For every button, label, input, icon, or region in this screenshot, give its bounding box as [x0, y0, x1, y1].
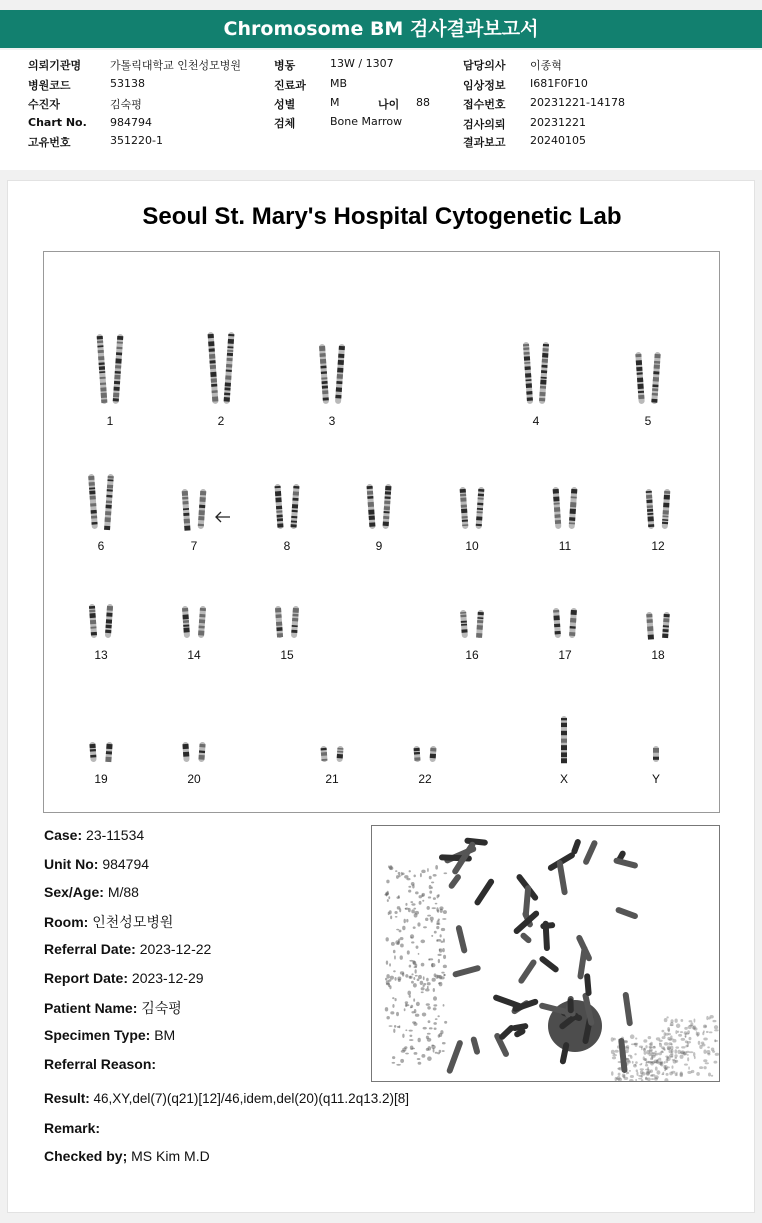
- chromosome-label: 14: [187, 648, 201, 662]
- metaphase-photo: [371, 825, 720, 1082]
- karyogram-panel: [43, 251, 720, 813]
- chromosome: [460, 487, 469, 529]
- metaphase-chromosome: [556, 860, 568, 896]
- chromosome: [182, 606, 190, 638]
- metaphase-chromosome: [567, 998, 573, 1013]
- institution-label: 의뢰기관명: [28, 59, 82, 72]
- sex-value: M: [330, 96, 340, 109]
- report-header-title: Chromosome BM 검사결과보고서: [0, 10, 762, 48]
- result-value: 46,XY,del(7)(q21)[12]/46,idem,del(20)(q11.2q13.2)[8]: [93, 1091, 409, 1106]
- report-date-field: Report Date: 2023-12-29: [44, 970, 204, 986]
- unit-value: 984794: [102, 856, 150, 872]
- chromosome: [104, 474, 114, 530]
- referral-date-field: Referral Date: 2023-12-22: [44, 941, 212, 957]
- chromosome: [89, 604, 97, 638]
- specimen-value: Bone Marrow: [330, 115, 403, 128]
- room-field: Room: 인천성모병원: [44, 914, 174, 930]
- chromosome: [539, 342, 549, 404]
- referral-reason-field: Referral Reason:: [44, 1056, 157, 1072]
- unique-label: 고유번호: [28, 136, 71, 149]
- chromosome: [291, 606, 299, 638]
- institution-value: 가톨릭대학교 인천성모병원: [110, 59, 242, 72]
- specimen-type-field: Specimen Type: BM: [44, 1027, 176, 1043]
- chromosome: [561, 716, 567, 763]
- patient-label: 수진자: [28, 98, 60, 111]
- unique-value: 351220-1: [110, 134, 163, 147]
- chromosome: [198, 742, 205, 762]
- chromosome: [553, 608, 561, 638]
- dept-label: 진료과: [274, 79, 306, 92]
- metaphase-chromosome: [615, 906, 639, 920]
- chromosome: [651, 352, 661, 404]
- chromosome-label: 10: [465, 539, 479, 553]
- ward-value: 13W / 1307: [330, 57, 394, 70]
- karyogram-image: [44, 252, 719, 812]
- chromosome: [413, 746, 420, 762]
- chromosome: [88, 474, 98, 529]
- metaphase-chromosome: [447, 873, 462, 890]
- patient-value: 김숙평: [110, 98, 142, 111]
- chromosome: [646, 612, 654, 640]
- chromosome: [105, 604, 113, 638]
- chromosome: [429, 746, 436, 762]
- chromosome-label: 20: [187, 772, 201, 786]
- clinical-label: 임상정보: [463, 79, 506, 92]
- chromosome: [662, 612, 670, 638]
- cytogenetic-report: [7, 180, 755, 1213]
- patient-info-panel: [0, 50, 762, 170]
- specimen-label: 검체: [274, 117, 296, 130]
- metaphase-chromosome: [584, 973, 592, 996]
- patient-name-field: Patient Name: 김숙평: [44, 1000, 182, 1016]
- chromosome: [553, 487, 562, 529]
- checked-value: MS Kim M.D: [131, 1148, 210, 1164]
- metaphase-chromosome: [464, 837, 488, 845]
- request-value: 20231221: [530, 116, 586, 129]
- chromosome: [274, 484, 283, 529]
- unit-field: Unit No: 984794: [44, 856, 150, 872]
- request-label: 검사의뢰: [463, 118, 506, 131]
- chromosome: [113, 334, 124, 404]
- chromosome: [335, 344, 345, 404]
- chromosome: [336, 746, 343, 762]
- chromosome: [523, 342, 533, 404]
- chromosome-label: 2: [217, 414, 225, 428]
- metaphase-chromosome: [613, 857, 639, 869]
- chromosome-label: 16: [465, 648, 479, 662]
- report-value: 20240105: [530, 134, 586, 147]
- chromosome: [662, 489, 671, 529]
- metaphase-chromosome: [538, 955, 560, 974]
- chromosome: [569, 487, 578, 529]
- chromosome-label: 5: [644, 414, 652, 428]
- chromosome-label: 22: [418, 772, 432, 786]
- dept-value: MB: [330, 77, 348, 90]
- metaphase-chromosome: [582, 839, 598, 865]
- result-field: Result: 46,XY,del(7)(q21)[12]/46,idem,del(20)(q11.2q13.2)[8]: [44, 1091, 409, 1106]
- chromosome-label: Y: [651, 772, 660, 786]
- chromosome-label: 11: [558, 539, 572, 553]
- room-value: 인천성모병원: [92, 914, 174, 930]
- chromosome: [182, 742, 189, 762]
- receipt-label: 접수번호: [463, 98, 506, 111]
- metaphase-chromosome: [473, 878, 495, 907]
- chromosome: [275, 606, 283, 638]
- chromosome: [223, 332, 234, 404]
- lab-title: Seoul St. Mary's Hospital Cytogenetic Lab: [142, 203, 622, 230]
- chromosome: [653, 746, 659, 762]
- case-value: 23-11534: [86, 827, 145, 843]
- chromosome: [366, 484, 375, 529]
- chromosome: [635, 352, 645, 404]
- chromosome: [198, 489, 207, 529]
- chromosome: [382, 484, 391, 529]
- age-label: 나이: [378, 98, 400, 111]
- chart-value: 984794: [110, 116, 152, 129]
- chart-label: Chart No.: [28, 116, 87, 129]
- checked-field: Checked by; MS Kim M.D: [44, 1148, 210, 1164]
- chromosome: [97, 334, 108, 404]
- metaphase-image: [372, 826, 719, 1081]
- chromosome: [105, 742, 112, 762]
- chromosome-label: 9: [375, 539, 383, 553]
- remark-field: Remark:: [44, 1120, 101, 1136]
- chromosome-label: X: [559, 772, 568, 786]
- chromosome-label: 15: [280, 648, 294, 662]
- sex-label: 성별: [274, 98, 296, 111]
- chromosome: [569, 608, 577, 638]
- chromosome: [182, 489, 191, 531]
- chromosome: [319, 344, 329, 404]
- chromosome-label: 17: [558, 648, 572, 662]
- metaphase-chromosome: [519, 932, 532, 945]
- metaphase-chromosome: [492, 994, 525, 1011]
- chromosome: [320, 746, 327, 762]
- chromosome: [89, 742, 96, 762]
- chromosome-label: 12: [651, 539, 665, 553]
- chromosome-label: 4: [532, 414, 540, 428]
- chromosome: [290, 484, 299, 529]
- ward-label: 병동: [274, 59, 296, 72]
- chromosome-label: 13: [94, 648, 108, 662]
- chromosome: [198, 606, 206, 638]
- chromosome-label: 8: [283, 539, 291, 553]
- metaphase-chromosome: [452, 965, 481, 978]
- receipt-value: 20231221-14178: [530, 96, 625, 109]
- chromosome: [207, 332, 218, 404]
- clinical-value: I681F0F10: [530, 77, 588, 90]
- metaphase-chromosome: [455, 925, 468, 954]
- chromosome-label: 19: [94, 772, 108, 786]
- sexage-value: M/88: [107, 884, 139, 900]
- report-label: 결과보고: [463, 136, 506, 149]
- chromosome: [460, 610, 468, 638]
- patient-name-value: 김숙평: [141, 1000, 182, 1016]
- chromosome-label: 6: [97, 539, 105, 553]
- sexage-field: Sex/Age: M/88: [44, 884, 139, 900]
- hospital-code-label: 병원코드: [28, 79, 71, 92]
- chromosome-label: 1: [106, 414, 114, 428]
- metaphase-chromosome: [622, 992, 633, 1027]
- doctor-label: 담당의사: [463, 59, 506, 72]
- doctor-value: 이종혁: [530, 59, 562, 72]
- chromosome: [476, 487, 485, 529]
- chromosome-label: 21: [325, 772, 339, 786]
- age-value: 88: [416, 96, 430, 109]
- chromosome: [476, 610, 484, 638]
- chromosome-label: 7: [190, 539, 198, 553]
- chromosome-label: 18: [651, 648, 665, 662]
- case-field: Case: 23-11534: [44, 827, 145, 843]
- report-date-value: 2023-12-29: [131, 970, 204, 986]
- referral-date-value: 2023-12-22: [139, 941, 212, 957]
- metaphase-chromosome: [446, 1039, 464, 1074]
- chromosome-label: 3: [328, 414, 336, 428]
- hospital-code-value: 53138: [110, 77, 145, 90]
- metaphase-chromosome: [517, 958, 538, 984]
- metaphase-chromosome: [470, 1036, 481, 1055]
- chromosome: [646, 489, 655, 529]
- specimen-type-value: BM: [154, 1027, 176, 1043]
- abnormality-arrow-icon: [216, 512, 230, 522]
